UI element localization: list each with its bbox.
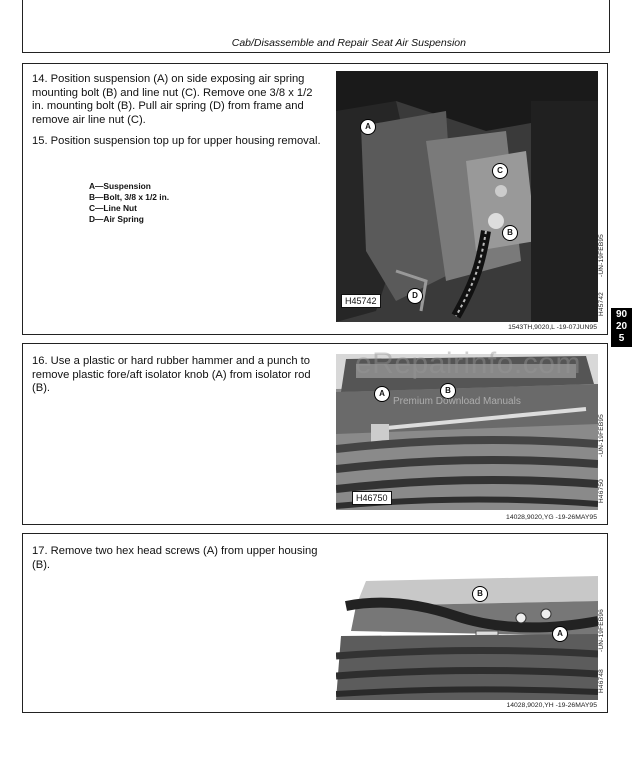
callout-b: B [502, 225, 518, 241]
step-15-paragraph: 15. Position suspension top up for upper housing removal. [32, 135, 321, 147]
figure-photo-h45742 [336, 71, 598, 322]
watermark: eRepairinfo.com [355, 347, 581, 380]
watermark-subtitle: Premium Download Manuals [393, 396, 521, 407]
step-text [32, 73, 322, 157]
page-title: Cab/Disassemble and Repair Seat Air Suspension [231, 37, 466, 49]
step-17-paragraph: 17. Remove two hex head screws (A) from upper housing (B). [32, 545, 318, 571]
callout-d: D [407, 288, 423, 304]
figure-side-code-2: H46750 [598, 479, 605, 503]
step-text [32, 355, 322, 404]
callout-b: B [440, 383, 456, 399]
legend-item: A—Suspension [89, 181, 151, 191]
tab-line: 5 [618, 333, 625, 344]
legend-item: B—Bolt, 3/8 x 1/2 in. [89, 192, 170, 202]
callout-a: A [552, 626, 568, 642]
figure-label: H45742 [341, 294, 381, 308]
callout-a: A [360, 119, 376, 135]
callout-c: C [492, 163, 508, 179]
legend-item: D—Air Spring [89, 214, 144, 224]
figure-side-code: -UN-19FEB95 [598, 414, 605, 458]
step-text [32, 545, 322, 580]
section-tab [611, 308, 632, 347]
callout-b: B [472, 586, 488, 602]
legend-item: C—Line Nut [89, 203, 137, 213]
figure-side-code: -UN-19FEB95 [598, 234, 605, 278]
step-16-paragraph: 16. Use a plastic or hard rubber hammer and a punch to remove plastic fore/aft isolator knob (A) from isolator rod (B). [32, 355, 311, 394]
step-14-paragraph: 14. Position suspension (A) on side exposing air spring mounting bolt (B) and line nut (C). Remove one 3/8 x 1/2 in. mounting bolt (B). Pull air spring (D) from frame and remove air line nut (C). [32, 73, 313, 126]
parts-legend [89, 181, 169, 225]
step-block-14-15 [22, 63, 608, 335]
figure-side-code-2: H45742 [598, 292, 605, 316]
callout-a: A [374, 386, 390, 402]
tab-line: 90 [615, 309, 628, 320]
figure-footer-code: 14028,9020,YG -19-26MAY95 [506, 514, 597, 521]
figure-footer-code: 1543TH,9020,L -19-07JUN95 [508, 324, 597, 331]
figure-photo-h46748 [336, 576, 598, 700]
tab-line: 20 [615, 321, 628, 332]
figure-label: H46750 [352, 491, 392, 505]
figure-side-code: -UN-19FEB96 [598, 609, 605, 653]
figure-side-code-2: H46748 [598, 669, 605, 693]
figure-footer-code: 14028,9020,YH -19-26MAY95 [506, 702, 597, 709]
step-block-17 [22, 533, 608, 713]
photo-illustration [336, 71, 598, 322]
